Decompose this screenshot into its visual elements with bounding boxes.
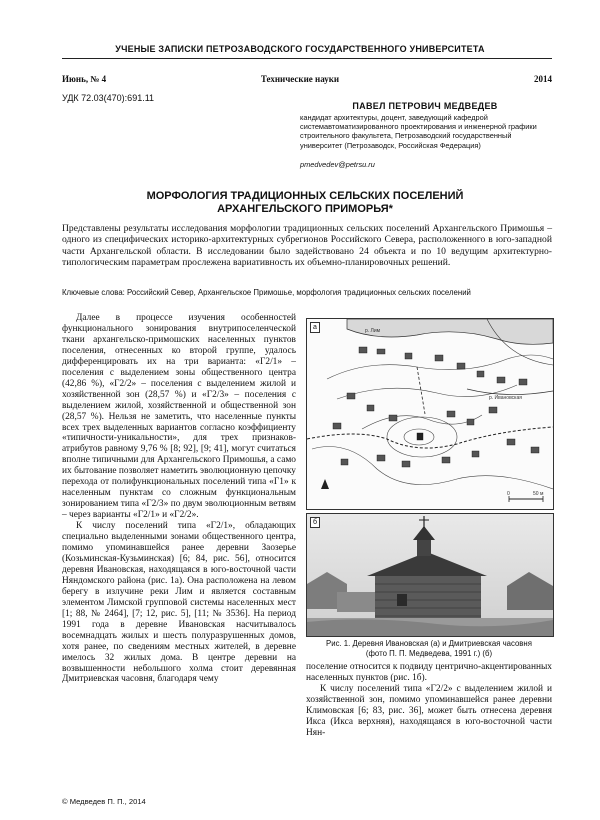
title-line-1: МОРФОЛОГИЯ ТРАДИЦИОННЫХ СЕЛЬСКИХ ПОСЕЛЕНИЙ xyxy=(146,190,464,202)
caption-line-1: Рис. 1. Деревня Ивановская (а) и Дмитриевская часовня xyxy=(326,639,532,648)
body-paragraph: Далее в процессе изучения особенностей функционального зонирования внутрипоселенческой ткани архангельско-примошских населенных пунктов поселения, отнесенных ко второй группе, удалось дифференцировать их на три варианта: «Г2/1» – поселения с выделением зоны общественного центра (42,86 %), «Г2/2» – поселения с выделением жилой и хозяйственной зон (28,57 %) и «Г2/3» – поселения с выделением жилой, хозяйственной и общественной зон (28,57 %). Нельзя не заметить, что населенные пункты всех трех выделенных вариантов согласно коэффициенту «типичности-уникальности», для трех признаков-атрибутов равному 9,76 % [8; 92], [9; 41], могут считаться вполне типичными для Архангельского Примошья, а само их бытование позволяет наметить эволюционную цепочку перехода от полифункциональных поселений типа «Г1» к населенным пунктам со сложным функциональным зонированием типа «Г2/3» по двум эволюционным ветвям – через варианты «Г2/1» и «Г2/2». xyxy=(62,313,296,521)
river-label-top: р. Лим xyxy=(365,328,381,334)
body-paragraph: К числу поселений типа «Г2/2» с выделением жилой и хозяйственной зон, помимо упоминавшейся ранее деревни Климовская [6; 83, рис. 36], может быть отнесена деревня Икса (Икса верхняя), находящаяся в юго-восточной части Нян- xyxy=(306,683,552,738)
issue-year: 2014 xyxy=(534,74,552,84)
panel-b-tag: б xyxy=(310,517,320,528)
body-paragraph: поселение относится к подвиду центрично-акцентированных населенных пунктов (рис. 1б). xyxy=(306,662,552,683)
issue-number: Июнь, № 4 xyxy=(62,74,107,84)
site-plan-drawing xyxy=(307,319,553,509)
author-name: ПАВЕЛ ПЕТРОВИЧ МЕДВЕДЕВ xyxy=(352,101,498,111)
udk-code: УДК 72.03(470):691.11 xyxy=(62,93,155,103)
article-title xyxy=(60,190,550,216)
author-affiliation: кандидат архитектуры, доцент, заведующий кафедрой системавтоматизированного проектирования и инженерной графики строительного факультета, Петрозаводский государственный университет (Петрозаводск, Российская Федерация) xyxy=(300,113,537,150)
abstract: Представлены результаты исследования морфологии традиционных сельских поселений Архангельского Примошья – одного из специфических историко-архитектурных субрегионов Российского Севера, расположенного в юго-западной части Архангельской области. В исследовании было задействовано 24 объекта и по 10 ведущим архитектурно-типологическим параметрам прослежена вариативность их объемно-планировочных решений. xyxy=(62,223,552,269)
author-email[interactable]: pmedvedev@petrsu.ru xyxy=(300,160,375,169)
chapel-photo-drawing xyxy=(307,514,553,636)
figure-caption xyxy=(306,639,552,658)
scale-zero-label: 0 xyxy=(507,491,510,497)
header-rule xyxy=(62,58,552,59)
body-paragraph: К числу поселений типа «Г2/1», обладающих специально выделенными зонами общественного центра, помимо упоминавшейся ранее деревни Заозерье (Козьминская-Кузьминская) [6; 84, рис. 56], относится деревня Ивановская, находящаяся в юго-восточной части Няндомского района (рис. 1а). Она расположена на левом берегу в излучине реки Лим и является составным элементом Лимской групповой системы населенных мест [1; 88, № 2464], [7; 12, рис. 5], [11; № 3536]. На период 1991 года в деревне Ивановская насчитывалось восемнадцать жилых и шесть полуразрушенных домов, хотя ранее, по сведениям местных жителей, в деревне имелось 32 жилых дома. В центре деревни на возвышенности небольшого холма стоит деревянная Дмитриевская часовня, благодаря чему xyxy=(62,521,296,685)
title-line-2: АРХАНГЕЛЬСКОГО ПРИМОРЬЯ* xyxy=(217,203,393,215)
figure-chapel-photo xyxy=(306,513,554,637)
river-label-right: р. Ивановская xyxy=(489,395,522,401)
figure-site-plan xyxy=(306,318,554,510)
journal-title: УЧЕНЫЕ ЗАПИСКИ ПЕТРОЗАВОДСКОГО ГОСУДАРСТВЕННОГО УНИВЕРСИТЕТА xyxy=(115,44,485,54)
copyright: © Медведев П. П., 2014 xyxy=(62,797,146,806)
keywords: Ключевые слова: Российский Север, Архангельское Примошье, морфология традиционных сельских поселений xyxy=(62,288,471,297)
section-name: Технические науки xyxy=(260,74,340,84)
body-column-right xyxy=(306,662,552,739)
body-column-left xyxy=(62,313,296,685)
caption-line-2: (фото П. П. Медведева, 1991 г.) (б) xyxy=(365,648,493,658)
panel-a-tag: а xyxy=(310,322,320,333)
north-arrow-icon xyxy=(321,479,329,489)
scale-max-label: 50 м xyxy=(533,491,544,497)
